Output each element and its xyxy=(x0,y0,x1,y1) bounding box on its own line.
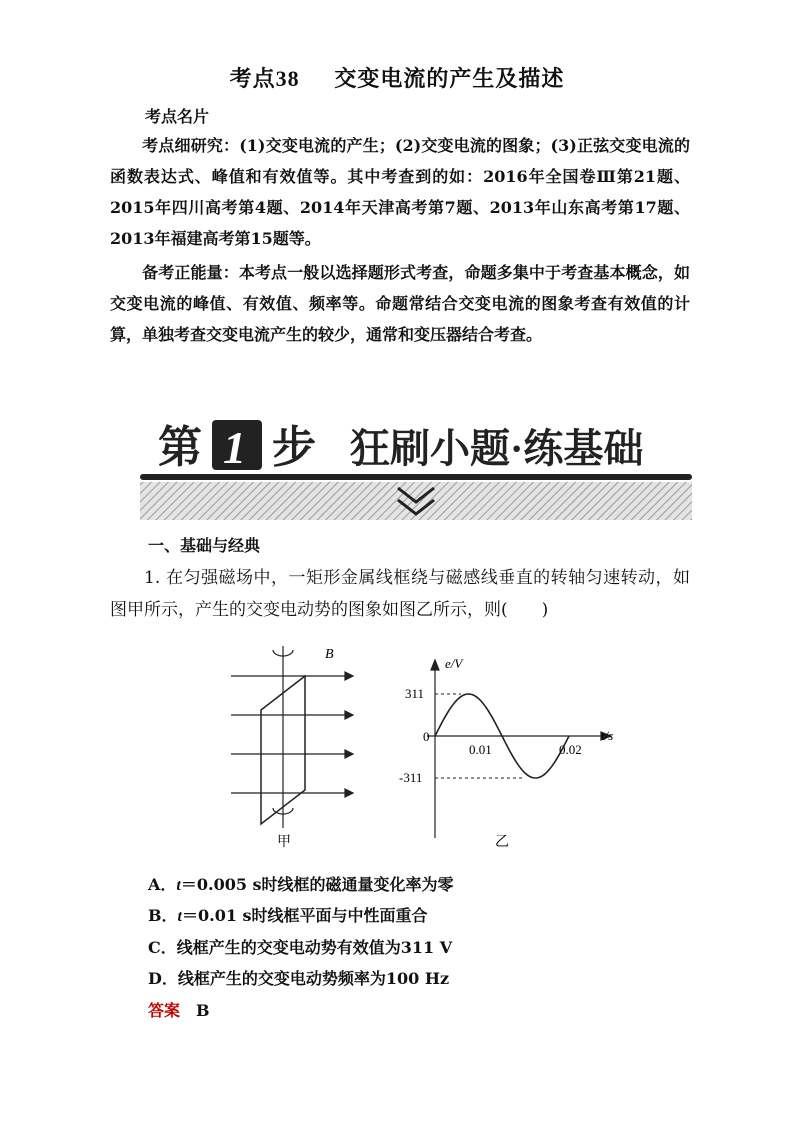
ability-label: 备考正能量： xyxy=(142,263,239,282)
y-tick-negative: -311 xyxy=(399,770,423,785)
option-a-letter: A． xyxy=(148,875,177,894)
page-title xyxy=(0,62,794,93)
step-banner xyxy=(140,408,692,528)
answer-label: 答案 xyxy=(148,1001,181,1020)
answer-value: B xyxy=(196,1001,210,1020)
origin-label: 0 xyxy=(423,729,430,744)
question-text xyxy=(110,562,690,626)
option-c-text: 线框产生的交变电动势有效值为311 V xyxy=(176,938,453,957)
research-paragraph xyxy=(110,130,690,254)
right-caption: 乙 xyxy=(495,835,509,850)
option-a-var: t xyxy=(176,877,181,894)
banner-divider xyxy=(140,474,692,480)
option-b-letter: B． xyxy=(148,906,178,925)
banner-text: 狂刷小题·练基础 xyxy=(350,426,644,471)
left-caption: 甲 xyxy=(277,835,291,850)
option-a-text: ＝0.005 s时线框的磁通量变化率为零 xyxy=(180,875,454,894)
question-number: 1. xyxy=(144,568,161,588)
title-number: 38 xyxy=(275,66,300,91)
option-b-var: t xyxy=(177,908,182,925)
option-c-letter: C． xyxy=(148,938,177,957)
answer xyxy=(148,998,210,1021)
section-heading: 一、基础与经典 xyxy=(148,536,261,555)
x-axis-label: t/s xyxy=(601,728,614,743)
intro-heading: 考点名片 xyxy=(145,107,210,126)
option-b-text: ＝0.01 s时线框平面与中性面重合 xyxy=(181,906,428,925)
graph-axes xyxy=(427,660,614,838)
option-a xyxy=(148,872,454,895)
banner-prefix: 第 xyxy=(158,423,202,472)
ability-paragraph xyxy=(110,257,690,350)
x-tick-2: 0.02 xyxy=(559,742,582,757)
research-text: (1)交变电流的产生；(2)交变电流的图象；(3)正弦交变电流的函数表达式、峰值和有效值等。其中考查到的如：2016年全国卷Ⅲ第21题、2015年四川高考第4题、2014年天津高考第7题、2013年山东高考第17题、2013年福建高考第15题等。 xyxy=(110,136,690,248)
question-figure xyxy=(205,628,625,864)
research-label: 考点细研究： xyxy=(142,136,240,155)
option-b xyxy=(148,903,428,926)
option-d-text: 线框产生的交变电动势频率为100 Hz xyxy=(177,969,450,988)
banner-suffix: 步 xyxy=(272,423,316,472)
question-body: 在匀强磁场中，一矩形金属线框绕与磁感线垂直的转轴匀速转动，如图甲所示，产生的交变电动势的图象如图乙所示，则( ) xyxy=(110,568,691,620)
option-d xyxy=(148,966,449,989)
field-lines xyxy=(231,672,353,797)
option-c xyxy=(148,935,452,958)
ability-text: 本考点一般以选择题形式考查，命题多集中于考查基本概念，如交变电流的峰值、有效值、频率等。命题常结合交变电流的图象考查有效值的计算，单独考查交变电流产生的较少，通常和变压器结合考查。 xyxy=(110,263,690,344)
x-tick-1: 0.01 xyxy=(469,742,492,757)
title-prefix: 考点 xyxy=(229,66,276,92)
y-tick-positive: 311 xyxy=(405,686,425,701)
banner-step-number: 1 xyxy=(223,422,246,473)
option-d-letter: D． xyxy=(148,969,178,988)
field-label: B xyxy=(325,647,334,662)
title-text: 交变电流的产生及描述 xyxy=(334,66,565,92)
y-axis-label: e/V xyxy=(445,656,463,671)
